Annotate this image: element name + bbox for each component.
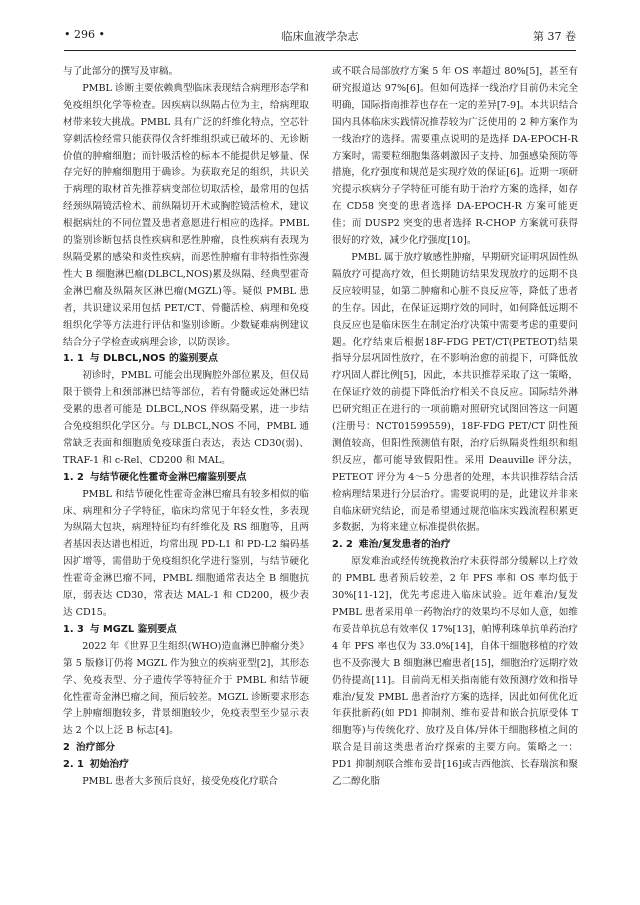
section-number: 2 [63, 742, 70, 754]
section-title: 与 MGZL 鉴别要点 [89, 623, 177, 635]
journal-title: 临床血液学杂志 [281, 30, 359, 43]
page-number: • 296 • [64, 28, 105, 41]
section-title: 难治/复发患者的治疗 [358, 539, 451, 551]
section-title: 与结节硬化性霍奇金淋巴瘤鉴别要点 [89, 471, 247, 483]
body-paragraph: 2022 年《世界卫生组织(WHO)造血淋巴肿瘤分类》第 5 版修订仍将 MGZL 作为独立的疾病亚型[2]，其形态学、免疫表型、分子遗传学等特征介于 PMBL 和结节硬化性霍奇金淋巴瘤之间，预后较差。MGZL 诊断要求形态学上肿瘤细胞较多，背景细胞较少，免疫表型至少显示表达 2 个以上泛 B 标志[4]。 [63, 640, 309, 737]
body-paragraph: PMBL 诊断主要依赖典型临床表现结合病理形态学和免疫组织化学等检查。因疾病以纵隔占位为主，给病理取材带来较大挑战。PMBL 具有广泛的纤维化特点，空芯针穿刺活检经常只能获得仅含纤维组织或已破坏的、无诊断价值的肿瘤细胞；而针吸活检的标本不能提供足够量、保存完好的肿瘤细胞用于确诊。为获取充足的组织，共识关于病理的取材首先推荐病变部位切取活检，最常用的包括经颈纵隔镜活检术、前纵隔切开术或胸腔镜活检术，建议根据病灶的不同位置及患者意愿进行相应的选择。PMBL 的鉴别诊断包括良性疾病和恶性肿瘤，良性疾病有表现为纵隔受累的感染和炎性疾病，而恶性肿瘤有非特指性弥漫性大 B 细胞淋巴瘤(DLBCL,NOS)累及纵隔、经典型霍奇金淋巴瘤及纵隔灰区淋巴瘤(MGZL)等。疑似 PMBL 患者，共识建议采用包括 PET/CT、骨髓活检、病理和免疫组织化学等方法进行评估和鉴别诊断。少数疑难病例建议结合分子学检查或病理会诊，以防误诊。 [63, 82, 309, 348]
section-heading [63, 470, 309, 487]
body-paragraph: 初诊时，PMBL 可能会出现胸腔外部位累及，但仅局限于锁骨上和颈部淋巴结等部位，若有骨髓或远处淋巴结受累的患者可能是 DLBCL,NOS 伴纵隔受累，进一步结合免疫组织化学区分。与 DLBCL,NOS 不同，PMBL 通常缺乏表面和细胞质免疫球蛋白表达，表达 CD30(弱)、TRAF-1 和 c-Rel、CD200 和 MAL。 [63, 370, 309, 466]
body-paragraph: 或不联合局部放疗方案 5 年 OS 率超过 80%[5]，甚至有研究报道达 97%[6]。但如何选择一线治疗目前仍未完全明确，国际指南推荐也存在一定的差异[7-9]。本共识结合国内具体临床实践情况推荐较为广泛使用的 2 种方案作为一线治疗的选择。需要重点说明的是选择 DA-EPOCH-R 方案时，需要粒细胞集落刺激因子支持、加强感染预防等措施，化疗强度和规范是实现疗效的保证[6]。近期一项研究提示疾病分子学特征可能有助于治疗方案的选择，如存在 CD58 突变的患者选择 DA-EPOCH-R 方案可能更佳；而 DUSP2 突变的患者选择 R-CHOP 方案就可获得很好的疗效，减少化疗强度[10]。 [332, 66, 578, 247]
section-title: 与 DLBCL,NOS 的鉴别要点 [89, 353, 218, 365]
section-title: 初始治疗 [89, 759, 129, 771]
right-column [332, 64, 578, 791]
section-heading [63, 740, 309, 757]
section-heading [332, 537, 578, 554]
section-heading [63, 351, 309, 368]
left-column [63, 64, 309, 791]
section-number: 2. 2 [332, 539, 353, 551]
section-number: 1. 1 [63, 353, 84, 365]
body-paragraph: 原发难治或经传统挽救治疗未获得部分缓解以上疗效的 PMBL 患者预后较差，2 年 PFS 率和 OS 率均低于 30%[11-12]，优先考虑进入临床试验。近年难治/复发 PMBL 患者采用单一药物治疗的效果均不尽如人意，如维布妥昔单抗总有效率仅 17%[13]，帕博利珠单抗单药治疗 4 年 PFS 率也仅为 33.0%[14]，自体干细胞移植的疗效也不及弥漫大 B 细胞淋巴瘤患者[15]，细胞治疗远期疗效仍待提高[11]。目前尚无相关指南能有效预测疗效和指导难治/复发 PMBL 患者治疗方案的选择，因此如何优化近年获批新药(如 PD1 抑制剂、维布妥昔和嵌合抗原受体 T 细胞等)与传统化疗、放疗及自体/异体干细胞移植之间的联合是目前这类患者治疗探索的主要方向。策略之一：PD1 抑制剂联合维布妥昔[16]或吉西他滨、长春瑞滨和聚乙二醇化脂 [332, 556, 578, 788]
body-paragraph: PMBL 和结节硬化性霍奇金淋巴瘤具有较多相似的临床、病理和分子学特征，临床均常见于年轻女性，多表现为纵隔大包块，病理特征均有纤维化及 RS 细胞等，且两者基因表达谱也相近，均常出现 PD-L1 和 PD-L2 编码基因扩增等，需借助于免疫组织化学进行鉴别，与结节硬化性霍奇金淋巴瘤不同，PMBL 细胞通常表达全 B 细胞抗原，弱表达 CD30，常表达 MAL-1 和 CD200，极少表达 CD15。 [63, 488, 309, 618]
section-title: 治疗部分 [75, 742, 116, 754]
section-number: 2. 1 [63, 759, 84, 771]
page-header [64, 24, 576, 51]
section-number: 1. 2 [63, 471, 84, 483]
volume-label: 第 37 卷 [533, 30, 576, 43]
body-paragraph: 与了此部分的撰写及审稿。 [63, 66, 179, 77]
section-number: 1. 3 [63, 623, 84, 635]
section-heading [63, 757, 309, 774]
body-paragraph: PMBL 患者大多预后良好，接受免疫化疗联合 [82, 776, 279, 788]
section-heading [63, 622, 309, 639]
body-paragraph: PMBL 属于放疗敏感性肿瘤，早期研究证明巩固性纵隔放疗可提高疗效，但长期随访结果发现放疗的远期不良反应较明显，如第二肿瘤和心脏不良反应等，降低了患者的生存。因此，在保证远期疗效的同时，如何降低远期不良反应也是临床医生在制定治疗决策中需要考虑的重要问题。化疗结束后根据18F-FDG PET/CT(PETEOT)结果指导分层巩固性放疗，在不影响治愈的前提下，可降低放疗巩固人群比例[5]，因此，本共识推荐采取了这一策略，在保证疗效的前提下降低治疗相关不良反应。国际结外淋巴研究组正在进行的一项前瞻对照研究试图回答这一问题(注册号：NCT01599559)，18F-FDG PET/CT 阴性预测值较高，但阳性预测值有限，治疗后纵隔炎性组织和组织反应，都可能导致假阳性。采用 Deauville 评分法，PETEOT 评分为 4～5 分患者的处理，本共识推荐结合活检病理结果进行分层治疗。需要说明的是，此建议并非来自临床研究结论，而是希望通过规范临床实践流程积累更多数据，为将来建立标准提供依据。 [332, 251, 578, 534]
